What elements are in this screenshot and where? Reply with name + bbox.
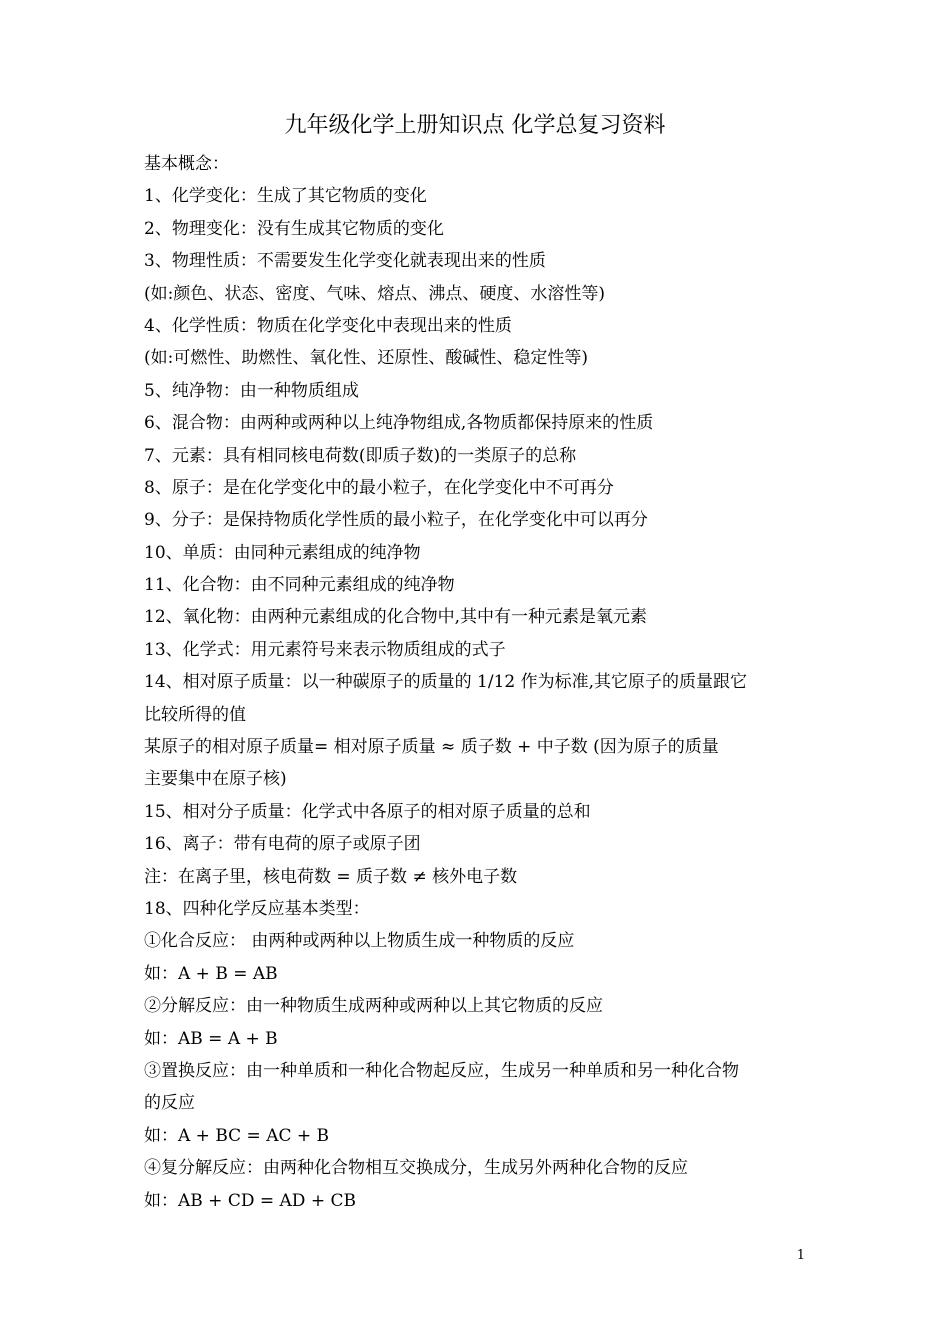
document-title: 九年级化学上册知识点 化学总复习资料 bbox=[284, 113, 666, 138]
text-line: 5、纯净物：由一种物质组成 bbox=[144, 380, 359, 401]
text-line: 如：A + BC = AC + B bbox=[144, 1125, 330, 1146]
text-line: 12、氧化物：由两种元素组成的化合物中,其中有一种元素是氧元素 bbox=[144, 607, 648, 628]
text-line: (如:颜色、状态、密度、气味、熔点、沸点、硬度、水溶性等) bbox=[144, 283, 605, 304]
text-line: 1、化学变化：生成了其它物质的变化 bbox=[144, 186, 427, 207]
text-line: ④复分解反应：由两种化合物相互交换成分，生成另外两种化合物的反应 bbox=[144, 1158, 688, 1179]
text-line: ③置换反应：由一种单质和一种化合物起反应，生成另一种单质和另一种化合物 bbox=[144, 1060, 739, 1081]
text-line: 某原子的相对原子质量= 相对原子质量 ≈ 质子数 + 中子数 (因为原子的质量 bbox=[144, 737, 719, 758]
text-line: 15、相对分子质量：化学式中各原子的相对原子质量的总和 bbox=[144, 801, 591, 822]
text-line: 18、四种化学反应基本类型： bbox=[144, 898, 370, 919]
text-line: 10、单质：由同种元素组成的纯净物 bbox=[144, 542, 421, 563]
text-line: (如:可燃性、助燃性、氧化性、还原性、酸碱性、稳定性等) bbox=[144, 348, 588, 369]
text-line: 3、物理性质：不需要发生化学变化就表现出来的性质 bbox=[144, 251, 546, 272]
text-line: 13、化学式：用元素符号来表示物质组成的式子 bbox=[144, 639, 506, 660]
text-line: ②分解反应：由一种物质生成两种或两种以上其它物质的反应 bbox=[144, 996, 603, 1017]
text-line: 8、原子：是在化学变化中的最小粒子，在化学变化中不可再分 bbox=[144, 477, 614, 498]
text-line: 如：A + B = AB bbox=[144, 963, 278, 984]
text-line: 注：在离子里，核电荷数 = 质子数 ≠ 核外电子数 bbox=[144, 866, 518, 887]
page-number: 1 bbox=[796, 1248, 805, 1263]
text-line: 14、相对原子质量：以一种碳原子的质量的 1/12 作为标准,其它原子的质量跟它 bbox=[144, 672, 748, 693]
text-line: 的反应 bbox=[144, 1093, 195, 1114]
text-line: 如：AB + CD = AD + CB bbox=[144, 1190, 356, 1211]
text-line: 比较所得的值 bbox=[144, 704, 246, 725]
text-line: 16、离子：带有电荷的原子或原子团 bbox=[144, 834, 421, 855]
text-line: 7、元素：具有相同核电荷数(即质子数)的一类原子的总称 bbox=[144, 445, 577, 466]
text-line: 2、物理变化：没有生成其它物质的变化 bbox=[144, 218, 444, 239]
text-line: 6、混合物：由两种或两种以上纯净物组成,各物质都保持原来的性质 bbox=[144, 413, 654, 434]
text-line: ①化合反应： 由两种或两种以上物质生成一种物质的反应 bbox=[144, 931, 575, 952]
document-body bbox=[144, 148, 810, 1217]
text-line: 基本概念： bbox=[144, 154, 229, 174]
text-line: 主要集中在原子核) bbox=[144, 769, 287, 790]
text-line: 如：AB = A + B bbox=[144, 1028, 278, 1049]
text-line: 11、化合物：由不同种元素组成的纯净物 bbox=[144, 575, 455, 596]
text-line: 9、分子：是保持物质化学性质的最小粒子，在化学变化中可以再分 bbox=[144, 510, 648, 531]
text-line: 4、化学性质：物质在化学变化中表现出来的性质 bbox=[144, 315, 512, 336]
